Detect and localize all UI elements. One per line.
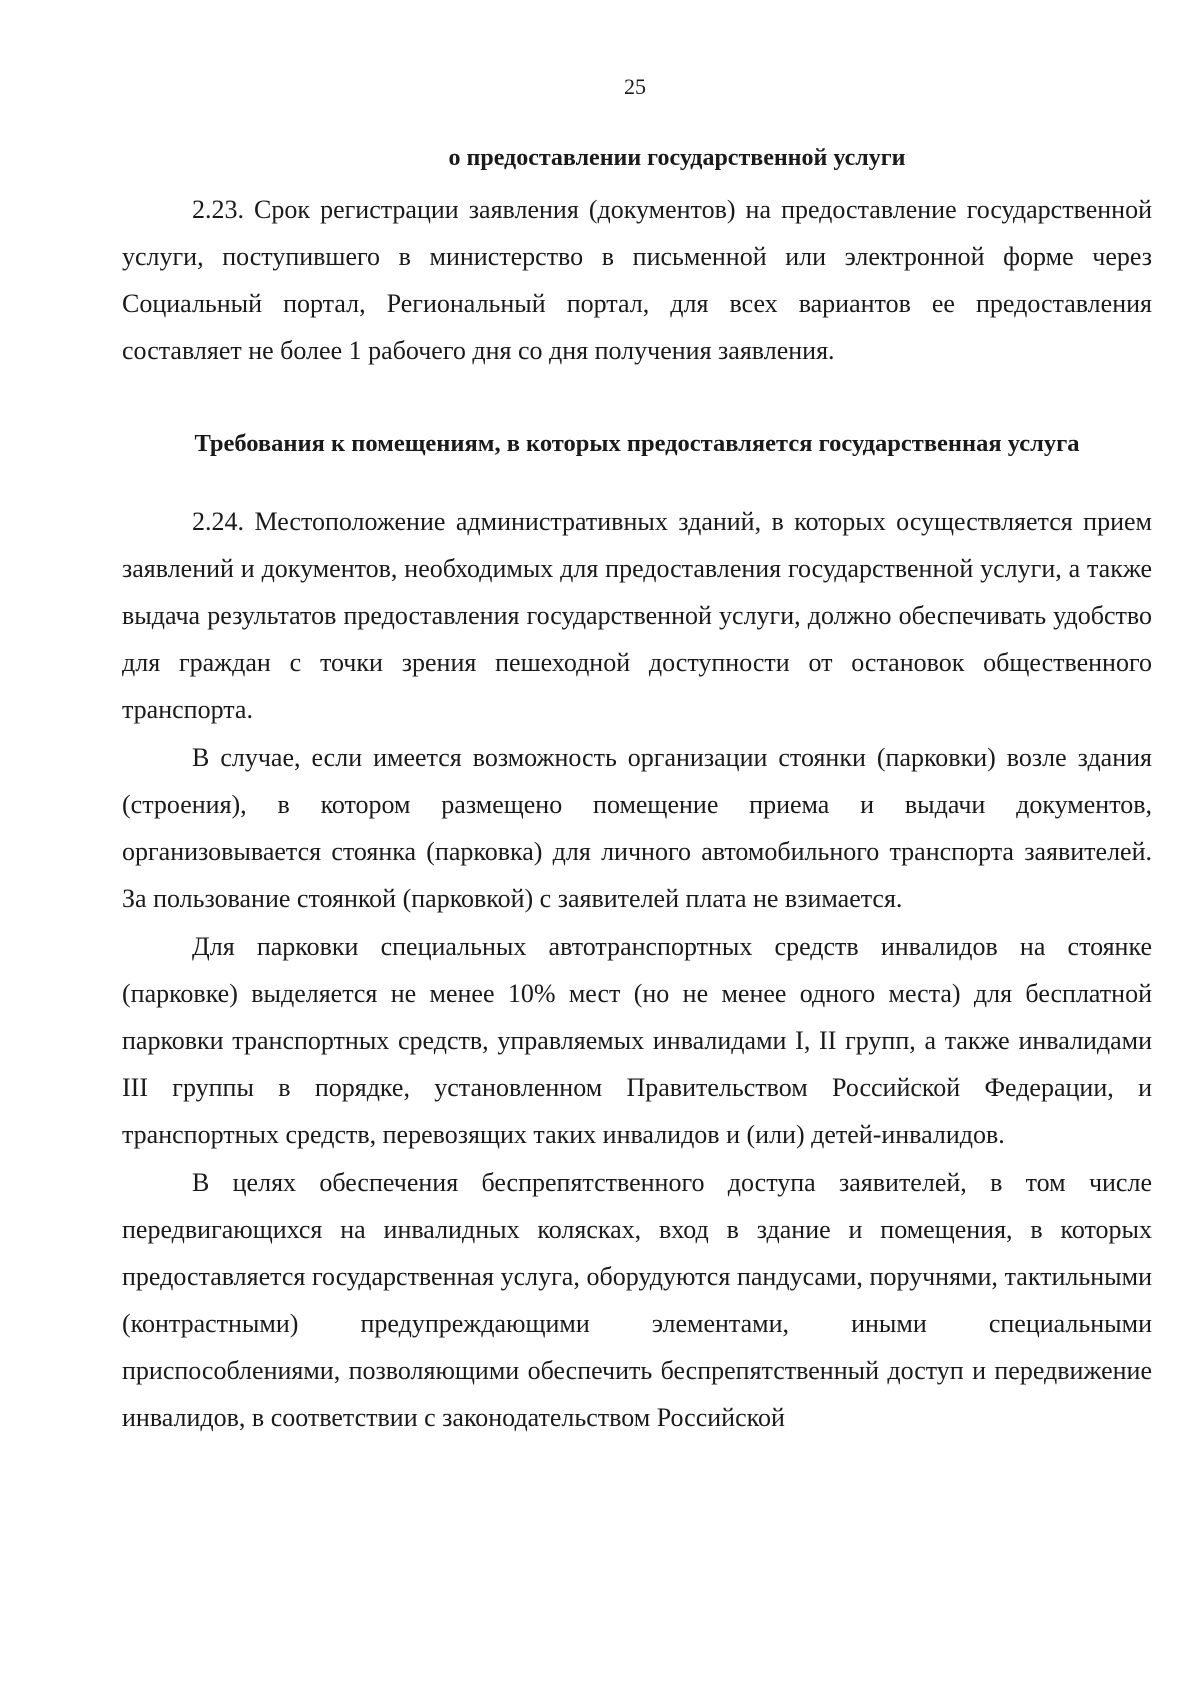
page-number: 25: [624, 74, 646, 99]
paragraph-2-23: 2.23. Срок регистрации заявления (документов) на предоставление государственной услуги, поступившего в министерство в письменной или электронной форме через Социальный портал, Региональный портал, для всех вариантов ее предоставления составляет не более 1 рабочего дня со дня получения заявления.: [122, 195, 1152, 365]
paragraph-2-24: 2.24. Местоположение административных зданий, в которых осуществляется прием заявлений и документов, необходимых для предоставления государственной услуги, а также выдача результатов предоставления государственной услуги, должно обеспечивать удобство для граждан с точки зрения пешеходной доступности от остановок общественного транспорта.: [122, 507, 1152, 724]
paragraph-accessibility: В целях обеспечения беспрепятственного доступа заявителей, в том числе передвигающихся на инвалидных колясках, вход в здание и помещения, в которых предоставляется государственная услуга, оборудуются пандусами, поручнями, тактильными (контрастными) предупреждающими элементами, иными специальными приспособлениями, позволяющими обеспечить беспрепятственный доступ и передвижение инвалидов, в соответствии с законодательством Российской: [122, 1168, 1152, 1432]
section-heading-continuation: о предоставлении государственной услуги: [448, 145, 906, 171]
section-heading-premises-requirements: Требования к помещениям, в которых предоставляется государственная услуга: [194, 430, 1080, 457]
paragraph-disabled-parking: Для парковки специальных автотранспортных средств инвалидов на стоянке (парковке) выделяется не менее 10% мест (но не менее одного места) для бесплатной парковки транспортных средств, управляемых инвалидами I, II групп, а также инвалидами III группы в порядке, установленном Правительством Российской Федерации, и транспортных средств, перевозящих таких инвалидов и (или) детей-инвалидов.: [122, 932, 1152, 1149]
document-body: [122, 138, 1152, 1441]
paragraph-parking: В случае, если имеется возможность организации стоянки (парковки) возле здания (строения), в котором размещено помещение приема и выдачи документов, организовывается стоянка (парковка) для личного автомобильного транспорта заявителей. За пользование стоянкой (парковкой) с заявителей плата не взимается.: [122, 743, 1152, 913]
